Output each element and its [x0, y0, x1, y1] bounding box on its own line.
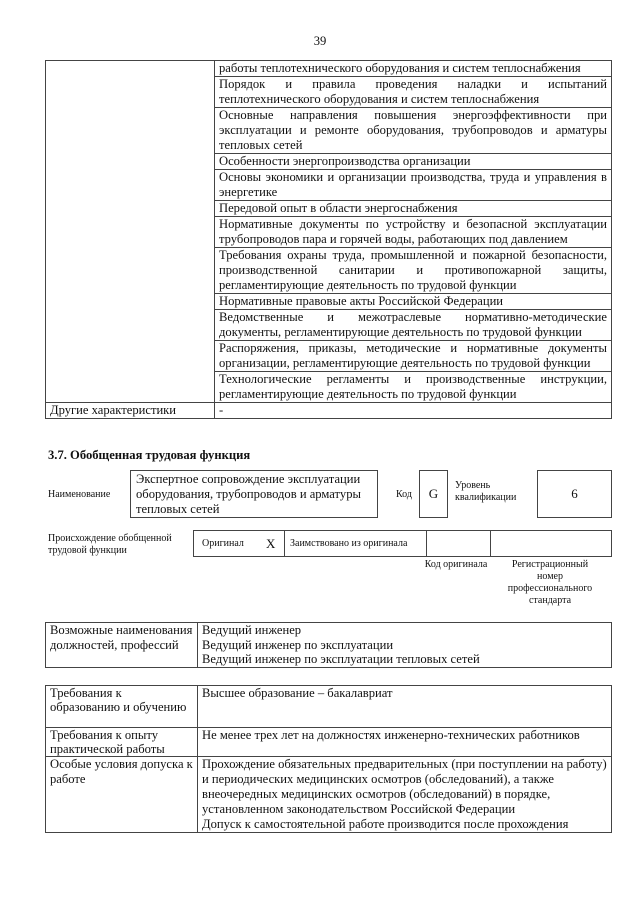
- knowledge-item: Основы экономики и организации производства, труда и управления в энергетике: [215, 170, 612, 201]
- knowledge-item: Требования охраны труда, промышленной и пожарной безопасности, производственной санитарии и противопожарной защиты, регламентирующие деятельность по трудовой функции: [215, 248, 612, 294]
- position-item: Ведущий инженер по эксплуатации тепловых сетей: [202, 652, 480, 666]
- requirement-label: Требования к образованию и обучению: [46, 686, 198, 728]
- reg-number-caption: Регистрационный номер профессионального стандарта: [507, 559, 593, 606]
- page-number: 39: [313, 34, 327, 48]
- requirement-label: Особые условия допуска к работе: [46, 757, 198, 833]
- borrowed-label: Заимствовано из оригинала: [285, 531, 427, 556]
- knowledge-item: Основные направления повышения энергоэффективности при эксплуатации и ремонте оборудования, трубопроводов и арматуры тепловых сетей: [215, 108, 612, 154]
- origin-label: Происхождение обобщенной трудовой функции: [48, 533, 172, 556]
- requirement-value: [198, 757, 612, 833]
- code-value: G: [419, 470, 448, 518]
- section-heading: 3.7. Обобщенная трудовая функция: [48, 448, 251, 462]
- positions-table: [45, 622, 612, 668]
- position-item: Ведущий инженер по эксплуатации: [202, 637, 394, 652]
- requirement-value: Высшее образование – бакалавриат: [198, 686, 612, 728]
- name-label: Наименование: [48, 489, 111, 500]
- code-label: Код: [396, 489, 412, 500]
- requirement-text: Допуск к самостоятельной работе производится после прохождения: [202, 817, 569, 831]
- knowledge-item: Нормативные документы по устройству и безопасной эксплуатации трубопроводов пара и горячей воды, работающих под давлением: [215, 217, 612, 248]
- requirement-label: Требования к опыту практической работы: [46, 728, 198, 757]
- knowledge-item: Особенности энергопроизводства организации: [215, 154, 612, 170]
- knowledge-item: Распоряжения, приказы, методические и нормативные документы организации, регламентирующие деятельность по трудовой функции: [215, 341, 612, 372]
- other-characteristics-label: Другие характеристики: [46, 403, 215, 419]
- requirements-table: [45, 685, 612, 833]
- knowledge-item: Ведомственные и межотраслевые нормативно-методические документы, регламентирующие деятельность по трудовой функции: [215, 310, 612, 341]
- original-mark[interactable]: X: [266, 531, 285, 556]
- knowledge-table: [45, 60, 612, 419]
- other-characteristics-value: -: [215, 403, 612, 419]
- knowledge-item: Нормативные правовые акты Российской Федерации: [215, 294, 612, 310]
- knowledge-item: Технологические регламенты и производственные инструкции, регламентирующие деятельность по трудовой функции: [215, 372, 612, 403]
- original-label: Оригинал: [202, 538, 244, 549]
- knowledge-item: Передовой опыт в области энергоснабжения: [215, 201, 612, 217]
- origin-row: [193, 530, 612, 557]
- requirement-text: Прохождение обязательных предварительных (при поступлении на работу) и периодических медицинских осмотров (обследований), а также внеочередных медицинских осмотров (обследований) в порядке, установленном законодательством Российской Федерации: [202, 757, 607, 816]
- empty-label-cell: [46, 61, 215, 403]
- positions-label: Возможные наименования должностей, профессий: [46, 623, 198, 668]
- knowledge-item: Порядок и правила проведения наладки и испытаний теплотехнического оборудования и систем теплоснабжения: [215, 77, 612, 108]
- name-value: Экспертное сопровождение эксплуатации оборудования, трубопроводов и арматуры тепловых сетей: [130, 470, 378, 518]
- level-label: Уровень квалификации: [455, 480, 517, 503]
- knowledge-item: работы теплотехнического оборудования и систем теплоснабжения: [215, 61, 612, 77]
- origin-code-caption: Код оригинала: [424, 559, 488, 570]
- origin-code-cell: [427, 531, 491, 556]
- requirement-value: Не менее трех лет на должностях инженерно-технических работников: [198, 728, 612, 757]
- level-value: 6: [537, 470, 612, 518]
- position-item: Ведущий инженер: [202, 623, 302, 637]
- positions-values: [198, 623, 612, 668]
- reg-number-cell: [491, 531, 611, 556]
